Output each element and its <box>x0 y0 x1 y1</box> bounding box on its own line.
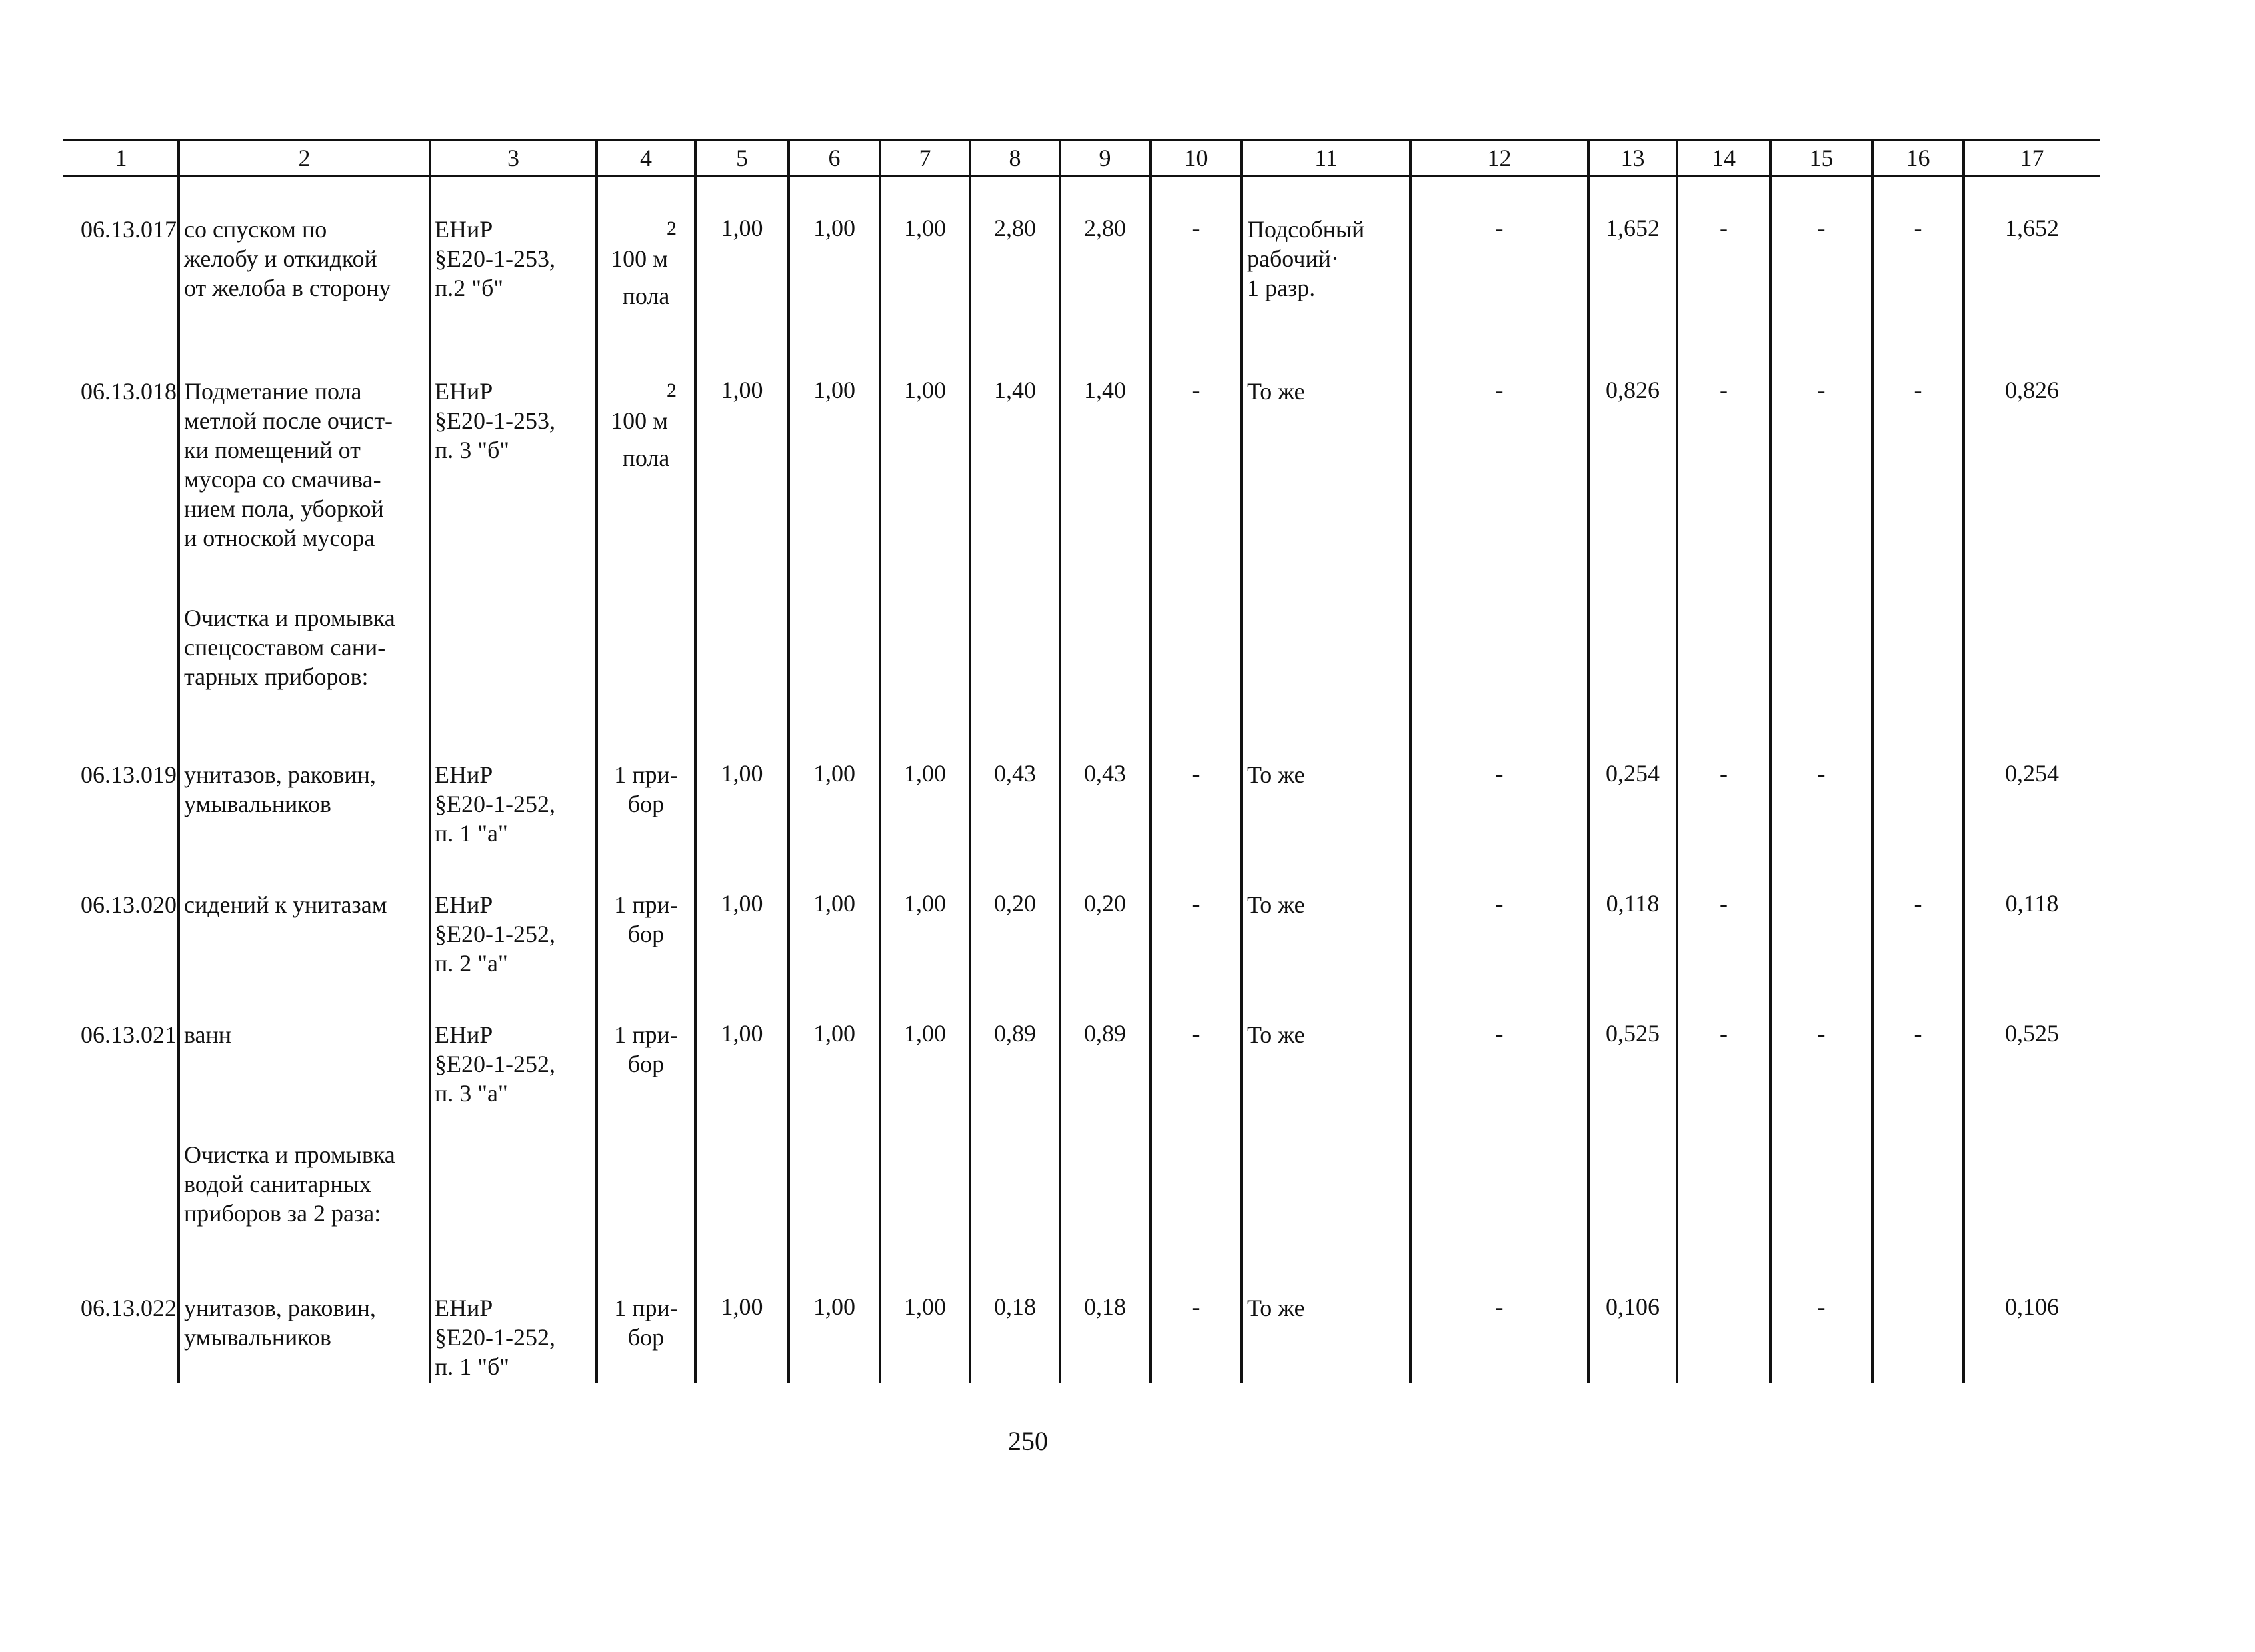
column-number-8: 8 <box>1009 145 1021 171</box>
work-name-line-4: мусора со смачива- <box>184 466 381 493</box>
section-heading-line-2: спецсоставом сани- <box>184 634 386 661</box>
section-heading-line-1: Очистка и промывка <box>184 1141 395 1168</box>
value-c12: - <box>1495 1020 1504 1047</box>
norm-reference-line-1: ЕНиР <box>435 891 493 918</box>
norm-reference-line-3: п. 1 "а" <box>435 820 508 847</box>
work-name-line-3: ки помещений от <box>184 437 361 463</box>
norm-reference-line-3: п.2 "б" <box>435 275 503 301</box>
value-c17: 0,525 <box>2005 1020 2059 1047</box>
value-c17: 0,118 <box>2005 890 2059 917</box>
work-name-line-1: со спуском по <box>184 216 327 243</box>
unit-exponent: 2 <box>667 217 677 239</box>
coefficient-c10: - <box>1192 1020 1200 1047</box>
norm-reference-line-2: §Е20-1-252, <box>435 921 555 947</box>
value-c16: - <box>1914 377 1922 403</box>
value-c12: - <box>1495 760 1504 787</box>
column-number-1: 1 <box>115 145 127 171</box>
value-c17: 1,652 <box>2005 215 2059 241</box>
value-c15: - <box>1817 215 1826 241</box>
norm-reference-line-1: ЕНиР <box>435 378 493 405</box>
work-name-line-1: сидений к унитазам <box>184 891 387 918</box>
coefficient-c5: 1,00 <box>721 1293 763 1320</box>
column-number-11: 11 <box>1314 145 1338 171</box>
coefficient-c6: 1,00 <box>813 760 855 787</box>
norm-reference-line-3: п. 3 "а" <box>435 1080 508 1107</box>
value-c17: 0,826 <box>2005 377 2059 403</box>
value-c13: 1,652 <box>1606 215 1660 241</box>
unit-line-2: бор <box>627 1051 665 1077</box>
row-code: 06.13.019 <box>81 761 177 788</box>
work-name-line-2: желобу и откидкой <box>184 245 377 272</box>
value-c15: - <box>1817 1293 1826 1320</box>
coefficient-c8: 0,18 <box>994 1293 1036 1320</box>
coefficient-c9: 0,20 <box>1084 890 1126 917</box>
coefficient-c9: 2,80 <box>1084 215 1126 241</box>
column-number-5: 5 <box>736 145 748 171</box>
unit-value: 100 м <box>611 245 668 272</box>
value-c14: - <box>1720 760 1728 787</box>
value-c12: - <box>1495 1293 1504 1320</box>
coefficient-c5: 1,00 <box>721 215 763 241</box>
unit-subject: пола <box>622 283 670 309</box>
work-name-line-2: умывальников <box>184 791 331 817</box>
value-c14: - <box>1720 215 1728 241</box>
norm-reference-line-1: ЕНиР <box>435 1295 493 1321</box>
worker-category-line-1: То же <box>1247 378 1305 405</box>
coefficient-c7: 1,00 <box>904 1293 946 1320</box>
work-name-line-1: унитазов, раковин, <box>184 761 376 788</box>
norm-reference-line-2: §Е20-1-253, <box>435 407 555 434</box>
coefficient-c10: - <box>1192 215 1200 241</box>
column-number-12: 12 <box>1487 145 1512 171</box>
coefficient-c5: 1,00 <box>721 890 763 917</box>
work-name-line-6: и отноской мусора <box>184 525 375 551</box>
table-header-rule <box>63 175 2100 177</box>
coefficient-c9: 0,18 <box>1084 1293 1126 1320</box>
column-separator <box>177 140 180 1383</box>
norm-reference-line-2: §Е20-1-252, <box>435 1324 555 1351</box>
worker-category-line-1: То же <box>1247 1021 1305 1048</box>
work-name-line-1: Подметание пола <box>184 378 362 405</box>
work-name-line-3: от желоба в сторону <box>184 275 391 301</box>
value-c14: - <box>1720 890 1728 917</box>
unit-line-1: 1 при- <box>614 761 678 788</box>
column-number-2: 2 <box>298 145 311 171</box>
unit-line-2: бор <box>627 921 665 947</box>
coefficient-c10: - <box>1192 1293 1200 1320</box>
unit-value: 100 м <box>611 407 668 434</box>
column-number-13: 13 <box>1620 145 1645 171</box>
section-heading-line-2: водой санитарных <box>184 1171 371 1197</box>
norm-reference-line-1: ЕНиР <box>435 216 493 243</box>
work-name-line-1: унитазов, раковин, <box>184 1295 376 1321</box>
coefficient-c10: - <box>1192 890 1200 917</box>
value-c13: 0,826 <box>1606 377 1660 403</box>
column-number-6: 6 <box>828 145 841 171</box>
norm-reference-line-1: ЕНиР <box>435 761 493 788</box>
value-c15: - <box>1817 1020 1826 1047</box>
norm-reference-line-3: п. 3 "б" <box>435 437 509 463</box>
unit-line-2: бор <box>627 1324 665 1351</box>
column-number-4: 4 <box>640 145 652 171</box>
unit-exponent: 2 <box>667 379 677 401</box>
coefficient-c6: 1,00 <box>813 1293 855 1320</box>
value-c14: - <box>1720 1020 1728 1047</box>
coefficient-c9: 0,43 <box>1084 760 1126 787</box>
norm-reference-line-2: §Е20-1-252, <box>435 791 555 817</box>
worker-category-line-2: рабочий· <box>1247 245 1339 272</box>
value-c13: 0,525 <box>1606 1020 1660 1047</box>
coefficient-c8: 0,89 <box>994 1020 1036 1047</box>
coefficient-c7: 1,00 <box>904 377 946 403</box>
work-name-line-1: ванн <box>184 1021 232 1048</box>
value-c14: - <box>1720 377 1728 403</box>
coefficient-c6: 1,00 <box>813 890 855 917</box>
value-c16: - <box>1914 215 1922 241</box>
coefficient-c8: 1,40 <box>994 377 1036 403</box>
worker-category-line-1: То же <box>1247 761 1305 788</box>
section-heading-line-3: тарных приборов: <box>184 663 369 690</box>
coefficient-c10: - <box>1192 760 1200 787</box>
worker-category-line-3: 1 разр. <box>1247 275 1316 301</box>
column-number-16: 16 <box>1906 145 1930 171</box>
value-c17: 0,106 <box>2005 1293 2059 1320</box>
value-c12: - <box>1495 215 1504 241</box>
value-c12: - <box>1495 377 1504 403</box>
norm-reference-line-3: п. 2 "а" <box>435 950 508 977</box>
value-c13: 0,254 <box>1606 760 1660 787</box>
column-number-3: 3 <box>507 145 519 171</box>
coefficient-c7: 1,00 <box>904 760 946 787</box>
value-c15: - <box>1817 377 1826 403</box>
norm-reference-line-2: §Е20-1-252, <box>435 1051 555 1077</box>
work-name-line-2: метлой после очист- <box>184 407 393 434</box>
section-heading-line-3: приборов за 2 раза: <box>184 1200 381 1227</box>
row-code: 06.13.022 <box>81 1295 177 1321</box>
worker-category-line-1: То же <box>1247 1295 1305 1321</box>
column-number-15: 15 <box>1809 145 1834 171</box>
coefficient-c8: 0,43 <box>994 760 1036 787</box>
coefficient-c9: 0,89 <box>1084 1020 1126 1047</box>
worker-category-line-1: Подсобный <box>1247 216 1365 243</box>
value-c16: - <box>1914 890 1922 917</box>
value-c13: 0,118 <box>1606 890 1660 917</box>
value-c13: 0,106 <box>1606 1293 1660 1320</box>
row-code: 06.13.017 <box>81 216 177 243</box>
work-name-line-2: умывальников <box>184 1324 331 1351</box>
column-number-10: 10 <box>1184 145 1208 171</box>
coefficient-c9: 1,40 <box>1084 377 1126 403</box>
norm-reference-line-1: ЕНиР <box>435 1021 493 1048</box>
coefficient-c6: 1,00 <box>813 377 855 403</box>
coefficient-c5: 1,00 <box>721 1020 763 1047</box>
norm-reference-line-3: п. 1 "б" <box>435 1353 509 1380</box>
coefficient-c5: 1,00 <box>721 377 763 403</box>
coefficient-c6: 1,00 <box>813 215 855 241</box>
column-number-17: 17 <box>2020 145 2044 171</box>
column-number-14: 14 <box>1712 145 1736 171</box>
row-code: 06.13.018 <box>81 378 177 405</box>
coefficient-c7: 1,00 <box>904 215 946 241</box>
value-c16: - <box>1914 1020 1922 1047</box>
unit-subject: пола <box>622 445 670 471</box>
norm-reference-line-2: §Е20-1-253, <box>435 245 555 272</box>
value-c17: 0,254 <box>2005 760 2059 787</box>
coefficient-c7: 1,00 <box>904 1020 946 1047</box>
value-c15: - <box>1817 760 1826 787</box>
unit-line-1: 1 при- <box>614 1021 678 1048</box>
row-code: 06.13.020 <box>81 891 177 918</box>
column-number-9: 9 <box>1099 145 1111 171</box>
coefficient-c7: 1,00 <box>904 890 946 917</box>
section-heading-line-1: Очистка и промывка <box>184 605 395 631</box>
coefficient-c6: 1,00 <box>813 1020 855 1047</box>
unit-line-2: бор <box>627 791 665 817</box>
value-c12: - <box>1495 890 1504 917</box>
unit-line-1: 1 при- <box>614 1295 678 1321</box>
coefficient-c8: 2,80 <box>994 215 1036 241</box>
work-name-line-5: нием пола, уборкой <box>184 495 384 522</box>
worker-category-line-1: То же <box>1247 891 1305 918</box>
coefficient-c5: 1,00 <box>721 760 763 787</box>
coefficient-c10: - <box>1192 377 1200 403</box>
row-code: 06.13.021 <box>81 1021 177 1048</box>
page-number: 250 <box>1008 1426 1048 1456</box>
column-number-7: 7 <box>919 145 931 171</box>
coefficient-c8: 0,20 <box>994 890 1036 917</box>
column-separator <box>429 140 431 1383</box>
unit-line-1: 1 при- <box>614 891 678 918</box>
